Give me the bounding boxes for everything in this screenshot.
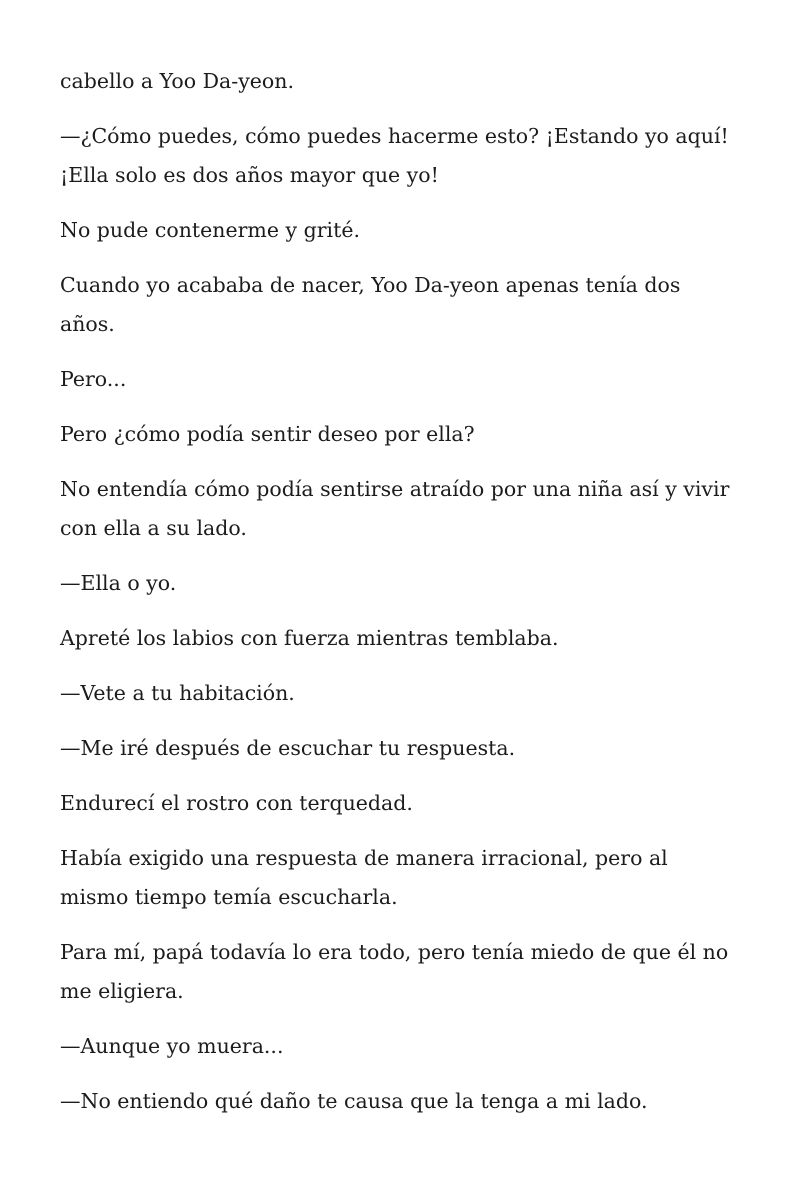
paragraph: Para mí, papá todavía lo era todo, pero tenía miedo de que él no me eligiera.: [60, 940, 729, 1003]
paragraph: —Ella o yo.: [60, 571, 177, 595]
paragraph: —Aunque yo muera...: [60, 1034, 284, 1058]
paragraph: —No entiendo qué daño te causa que la tenga a mi lado.: [60, 1089, 648, 1113]
paragraph: Cuando yo acababa de nacer, Yoo Da-yeon apenas tenía dos años.: [60, 273, 681, 336]
paragraph: No pude contenerme y grité.: [60, 218, 360, 242]
page-text: [60, 62, 740, 1137]
paragraph: Endurecí el rostro con terquedad.: [60, 791, 413, 815]
paragraph: Apreté los labios con fuerza mientras temblaba.: [60, 626, 559, 650]
paragraph: —¿Cómo puedes, cómo puedes hacerme esto? ¡Estando yo aquí! ¡Ella solo es dos años mayor que yo!: [60, 124, 729, 187]
paragraph: —Me iré después de escuchar tu respuesta.: [60, 736, 516, 760]
paragraph: —Vete a tu habitación.: [60, 681, 295, 705]
paragraph: Había exigido una respuesta de manera irracional, pero al mismo tiempo temía escucharla.: [60, 846, 668, 909]
paragraph: cabello a Yoo Da-yeon.: [60, 69, 294, 93]
paragraph: Pero...: [60, 367, 127, 391]
paragraph: No entendía cómo podía sentirse atraído por una niña así y vivir con ella a su lado.: [60, 477, 730, 540]
paragraph: Pero ¿cómo podía sentir deseo por ella?: [60, 422, 475, 446]
